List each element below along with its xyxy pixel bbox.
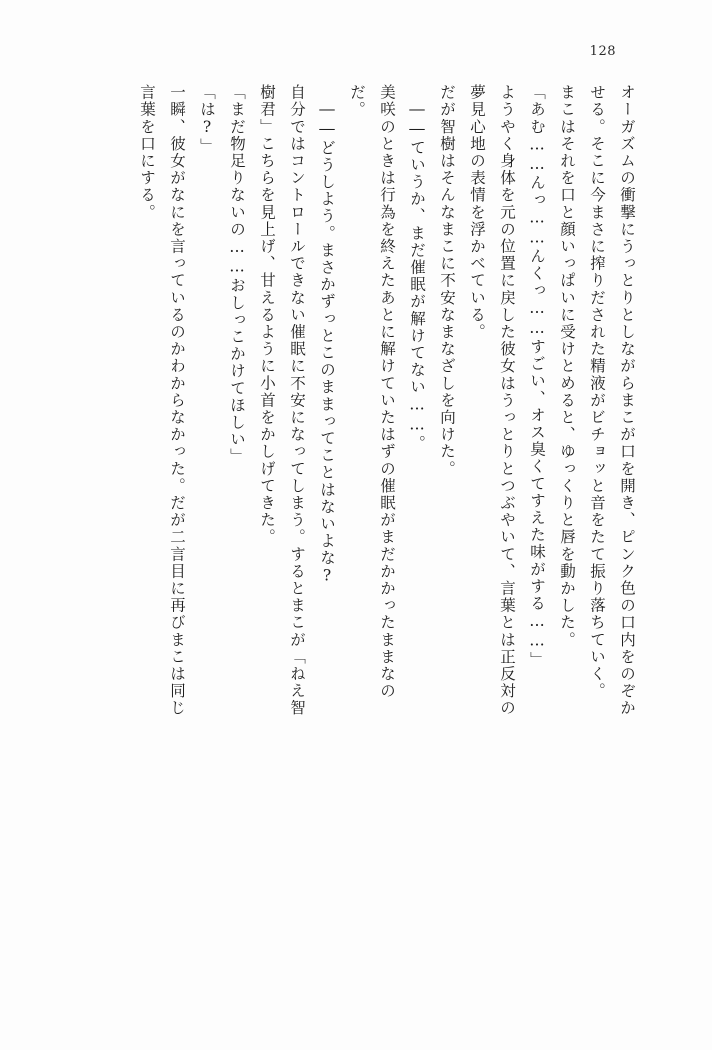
text-line: ――ていうか、まだ催眠が解けてない……。 <box>408 100 426 452</box>
text-line: ようやく身体を元の位置に戻した彼女はうっとりとつぶやいて、言葉とは正反対の <box>498 84 516 717</box>
text-line: 言葉を口にする。 <box>138 84 156 221</box>
text-line: ――どうしよう。まさかずっとこのままってことはないよな? <box>318 100 336 587</box>
text-line: 「は?」 <box>198 84 216 155</box>
page-number: 128 <box>589 44 616 59</box>
text-line: せる。そこに今まさに搾りだされた精液がビチョッと音をたて振り落ちていく。 <box>588 84 606 700</box>
text-line: まこはそれを口と顔いっぱいに受けとめると、ゆっくりと唇を動かした。 <box>558 84 576 649</box>
text-line: 「まだ物足りないの……おしっこかけてほしい」 <box>228 84 246 466</box>
text-line: だ。 <box>348 84 366 119</box>
text-line: 一瞬、彼女がなにを言っているのかわからなかった。だが二言目に再びまこは同じ <box>168 84 186 717</box>
body-text <box>78 84 634 984</box>
text-line: 夢見心地の表情を浮かべている。 <box>468 84 486 341</box>
text-line: 樹君」こちらを見上げ、甘えるように小首をかしげてきた。 <box>258 84 276 546</box>
text-line: だが智樹はそんなまこに不安なまなざしを向けた。 <box>438 84 456 478</box>
text-line: オーガズムの衝撃にうっとりとしながらまこが口を開き、ピンク色の口内をのぞか <box>618 84 636 717</box>
text-line: 「あむ……んっ……んくっ……すごい、オス臭くてすえた味がする……」 <box>528 84 546 669</box>
text-line: 自分ではコントロールできない催眠に不安になってしまう。するとまこが「ねえ智 <box>288 84 306 717</box>
text-line: 美咲のときは行為を終えたあとに解けていたはずの催眠がまだかかったままなの <box>378 84 396 700</box>
